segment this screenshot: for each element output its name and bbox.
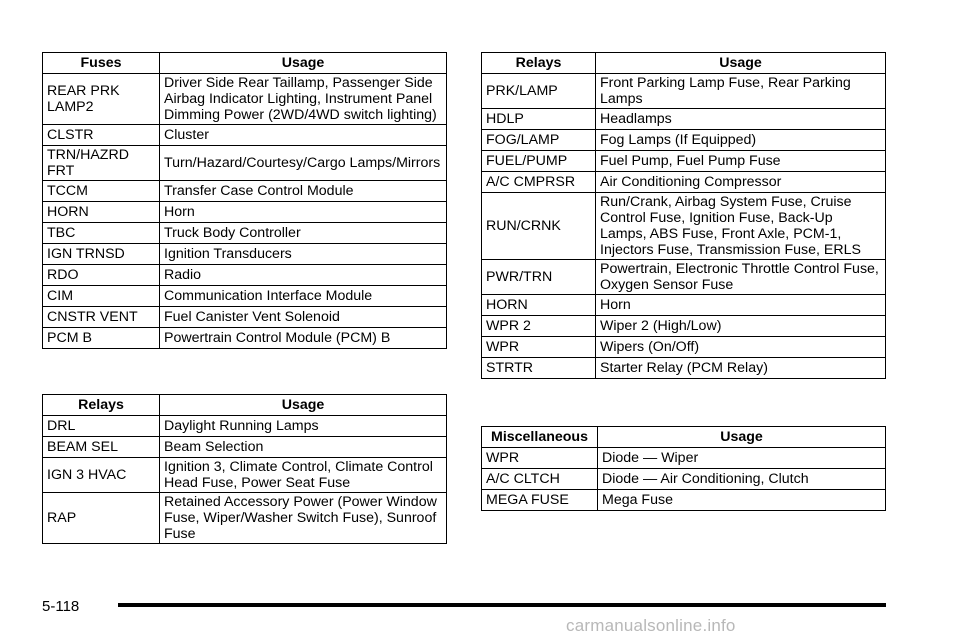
cell-usage: Ignition 3, Climate Control, Climate Control Head Fuse, Power Seat Fuse <box>160 458 447 493</box>
table-row <box>43 244 447 265</box>
cell-name: IGN TRNSD <box>43 244 160 265</box>
cell-name: WPR 2 <box>482 316 596 337</box>
cell-usage: Daylight Running Lamps <box>160 416 447 437</box>
page-number: 5-118 <box>42 598 80 615</box>
cell-name: RAP <box>43 493 160 544</box>
table-row <box>482 358 886 379</box>
table-row <box>482 490 886 511</box>
table-row <box>43 307 447 328</box>
cell-name: REAR PRK LAMP2 <box>43 74 160 125</box>
header-row <box>43 395 447 416</box>
table-row <box>43 265 447 286</box>
table-row <box>43 437 447 458</box>
cell-name: RDO <box>43 265 160 286</box>
table-row <box>43 181 447 202</box>
cell-name: WPR <box>482 337 596 358</box>
cell-name: HORN <box>482 295 596 316</box>
table-row <box>43 146 447 181</box>
cell-name: TRN/HAZRD FRT <box>43 146 160 181</box>
cell-name: CIM <box>43 286 160 307</box>
cell-usage: Ignition Transducers <box>160 244 447 265</box>
column-header-name: Relays <box>43 395 160 416</box>
table-row <box>43 125 447 146</box>
cell-name: FUEL/PUMP <box>482 151 596 172</box>
table-row <box>482 193 886 260</box>
column-header-usage: Usage <box>160 395 447 416</box>
cell-name: CLSTR <box>43 125 160 146</box>
cell-name: HDLP <box>482 109 596 130</box>
cell-usage: Fuel Canister Vent Solenoid <box>160 307 447 328</box>
table-row <box>482 295 886 316</box>
cell-name: WPR <box>482 448 598 469</box>
cell-name: BEAM SEL <box>43 437 160 458</box>
cell-usage: Communication Interface Module <box>160 286 447 307</box>
cell-usage: Mega Fuse <box>598 490 886 511</box>
cell-usage: Powertrain, Electronic Throttle Control Fuse, Oxygen Sensor Fuse <box>596 260 886 295</box>
header-row <box>482 427 886 448</box>
cell-usage: Turn/Hazard/Courtesy/Cargo Lamps/Mirrors <box>160 146 447 181</box>
relays-table-right <box>481 52 886 379</box>
cell-usage: Diode — Wiper <box>598 448 886 469</box>
cell-name: FOG/LAMP <box>482 130 596 151</box>
table-row <box>482 151 886 172</box>
fuses-table <box>42 52 447 349</box>
cell-usage: Driver Side Rear Taillamp, Passenger Side Airbag Indicator Lighting, Instrument Panel Dimming Power (2WD/4WD switch lighting) <box>160 74 447 125</box>
cell-usage: Truck Body Controller <box>160 223 447 244</box>
table-row <box>43 458 447 493</box>
table-row <box>482 448 886 469</box>
cell-usage: Air Conditioning Compressor <box>596 172 886 193</box>
table-row <box>482 74 886 109</box>
cell-name: MEGA FUSE <box>482 490 598 511</box>
cell-usage: Starter Relay (PCM Relay) <box>596 358 886 379</box>
cell-usage: Retained Accessory Power (Power Window Fuse, Wiper/Washer Switch Fuse), Sunroof Fuse <box>160 493 447 544</box>
cell-usage: Run/Crank, Airbag System Fuse, Cruise Control Fuse, Ignition Fuse, Back-Up Lamps, ABS Fuse, Front Axle, PCM-1, Injectors Fuse, Transmission Fuse, ERLS <box>596 193 886 260</box>
table-row <box>43 416 447 437</box>
cell-name: RUN/CRNK <box>482 193 596 260</box>
cell-name: STRTR <box>482 358 596 379</box>
header-row <box>482 53 886 74</box>
cell-name: PWR/TRN <box>482 260 596 295</box>
cell-usage: Beam Selection <box>160 437 447 458</box>
cell-usage: Powertrain Control Module (PCM) B <box>160 328 447 349</box>
table-row <box>482 172 886 193</box>
table-row <box>482 469 886 490</box>
footer-rule <box>118 603 886 607</box>
cell-usage: Fog Lamps (If Equipped) <box>596 130 886 151</box>
column-header-usage: Usage <box>598 427 886 448</box>
cell-name: TBC <box>43 223 160 244</box>
cell-name: IGN 3 HVAC <box>43 458 160 493</box>
miscellaneous-table <box>481 426 886 511</box>
cell-usage: Cluster <box>160 125 447 146</box>
table-row <box>482 130 886 151</box>
table-row <box>43 202 447 223</box>
cell-usage: Horn <box>160 202 447 223</box>
table-row <box>43 286 447 307</box>
cell-name: CNSTR VENT <box>43 307 160 328</box>
table-row <box>482 260 886 295</box>
column-header-name: Miscellaneous <box>482 427 598 448</box>
column-header-name: Fuses <box>43 53 160 74</box>
cell-usage: Headlamps <box>596 109 886 130</box>
cell-name: PCM B <box>43 328 160 349</box>
table-row <box>43 328 447 349</box>
cell-usage: Wipers (On/Off) <box>596 337 886 358</box>
cell-name: DRL <box>43 416 160 437</box>
cell-name: TCCM <box>43 181 160 202</box>
table-row <box>482 109 886 130</box>
table-row <box>43 223 447 244</box>
cell-usage: Front Parking Lamp Fuse, Rear Parking Lamps <box>596 74 886 109</box>
header-row <box>43 53 447 74</box>
cell-usage: Transfer Case Control Module <box>160 181 447 202</box>
column-header-usage: Usage <box>160 53 447 74</box>
table-row <box>43 493 447 544</box>
table-row <box>482 316 886 337</box>
relays-table-left <box>42 394 447 544</box>
cell-usage: Wiper 2 (High/Low) <box>596 316 886 337</box>
cell-name: A/C CMPRSR <box>482 172 596 193</box>
cell-usage: Diode — Air Conditioning, Clutch <box>598 469 886 490</box>
cell-usage: Radio <box>160 265 447 286</box>
cell-name: PRK/LAMP <box>482 74 596 109</box>
cell-name: HORN <box>43 202 160 223</box>
cell-name: A/C CLTCH <box>482 469 598 490</box>
watermark: carmanualsonline.info <box>566 616 736 635</box>
column-header-usage: Usage <box>596 53 886 74</box>
cell-usage: Horn <box>596 295 886 316</box>
table-row <box>482 337 886 358</box>
table-row <box>43 74 447 125</box>
cell-usage: Fuel Pump, Fuel Pump Fuse <box>596 151 886 172</box>
column-header-name: Relays <box>482 53 596 74</box>
